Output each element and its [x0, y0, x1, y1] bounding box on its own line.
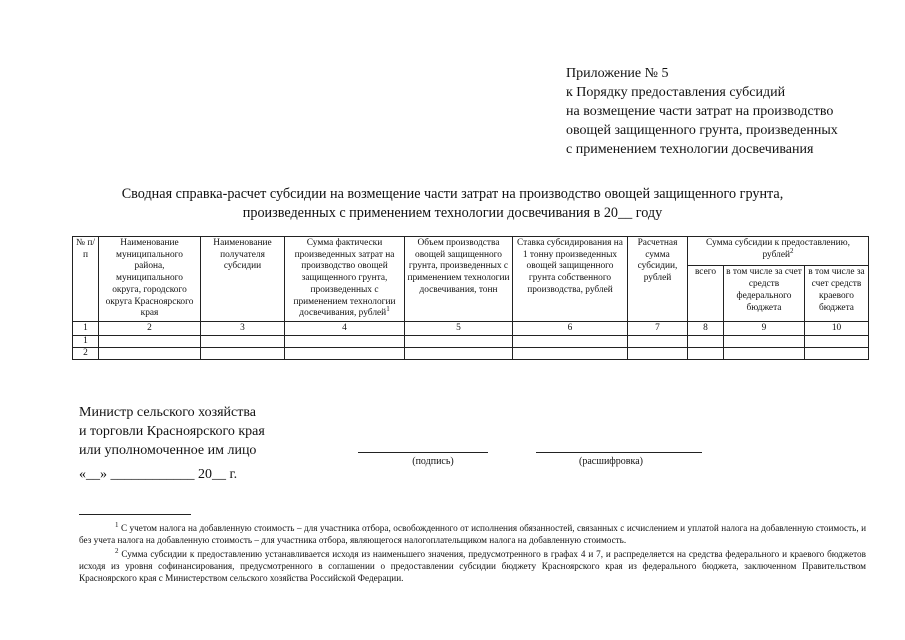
- table-cell: [285, 335, 405, 347]
- footnote-2-text: Сумма субсидии к предоставлению устанавливается исходя из наименьшего значения, предусмотренного в графах 4 и 7, и распределяется на средства федерального и краевого бюджетов исходя из уровня софинансирования, предусмотренного в соглашении о предоставлении субсидии бюджету Красноярского края из федерального бюджета, заключенном Правительством Красноярского края с Министерством сельского хозяйства Российской Федерации.: [79, 549, 866, 583]
- column-number: 7: [628, 321, 688, 335]
- footnote-ref-2: 2: [790, 246, 794, 255]
- subsidy-table: [72, 236, 869, 360]
- header-rate: Ставка субсидирования на 1 тонну произведенных овощей защищенного грунта собственного производства, рублей: [513, 237, 628, 322]
- table-cell: [201, 347, 285, 359]
- column-number: 10: [805, 321, 869, 335]
- table-row: [73, 335, 869, 347]
- table-cell: [405, 335, 513, 347]
- header-row: [73, 237, 869, 266]
- table-cell: [99, 335, 201, 347]
- title-line-2: произведенных с применением технологии досвечивания в 20__ году: [242, 205, 663, 221]
- table-cell: [724, 347, 805, 359]
- column-number: 6: [513, 321, 628, 335]
- header-num: № п/п: [73, 237, 99, 322]
- row-number: 2: [73, 347, 99, 359]
- header-recipient: Наименование получателя субсидии: [201, 237, 285, 322]
- appendix-line: овощей защищенного грунта, произведенных: [566, 123, 838, 138]
- column-number: 5: [405, 321, 513, 335]
- column-number: 2: [99, 321, 201, 335]
- table-cell: [628, 335, 688, 347]
- column-number: 1: [73, 321, 99, 335]
- column-number: 8: [688, 321, 724, 335]
- date-line: «__» ____________ 20__ г.: [79, 467, 238, 482]
- decode-caption: (расшифровка): [579, 456, 643, 467]
- header-volume: Объем производства овощей защищенного грунта, произведенных с применением технологии досвечивания, тонн: [405, 237, 513, 322]
- signature-caption: (подпись): [412, 456, 454, 467]
- header-costs: [285, 237, 405, 322]
- table-cell: [513, 347, 628, 359]
- footnote-1-text: С учетом налога на добавленную стоимость – для участника отбора, освобожденного от исполнения обязанностей, связанных с исчислением и уплатой налога на добавленную стоимость, и без учета налога на добавленную стоимость – для участника отбора, являющегося налогоплательщиком налога на добавленную стоимость.: [79, 523, 867, 545]
- title-line-1: Сводная справка-расчет субсидии на возмещение части затрат на производство овощей защищенного грунта,: [121, 186, 784, 202]
- column-numbers-row: [73, 321, 869, 335]
- footnote-ref-1: 1: [386, 305, 390, 314]
- appendix-line: к Порядку предоставления субсидий: [566, 85, 786, 100]
- column-number: 3: [201, 321, 285, 335]
- row-number: 1: [73, 335, 99, 347]
- footnote-mark-2: 2: [115, 546, 119, 555]
- decode-line: [536, 452, 702, 453]
- header-total: всего: [688, 266, 724, 322]
- column-number: 9: [724, 321, 805, 335]
- document-title: [40, 185, 865, 223]
- signatory-line: или уполномоченное им лицо: [79, 443, 257, 458]
- table-cell: [805, 347, 869, 359]
- table-row: [73, 347, 869, 359]
- header-district: Наименование муниципального района, муниципального округа, городского округа Красноярского края: [99, 237, 201, 322]
- signature-line: [358, 452, 488, 453]
- header-subsidy-group: [688, 237, 869, 266]
- signatory-block: [79, 403, 265, 460]
- table-cell: [99, 347, 201, 359]
- header-subsidy-group-text: Сумма субсидии к предоставлению, рублей: [706, 238, 850, 260]
- footnote-2: [79, 548, 866, 584]
- table-cell: [628, 347, 688, 359]
- header-calc: Расчетная сумма субсидии, рублей: [628, 237, 688, 322]
- table-cell: [724, 335, 805, 347]
- table-cell: [688, 335, 724, 347]
- header-costs-text: Сумма фактически произведенных затрат на производство овощей защищенного грунта, произведенных с применением технологии досвечивания, рублей: [293, 238, 396, 319]
- appendix-line: Приложение № 5: [566, 66, 669, 81]
- table-cell: [688, 347, 724, 359]
- column-number: 4: [285, 321, 405, 335]
- table-cell: [285, 347, 405, 359]
- header-federal: в том числе за счет средств федерального бюджета: [724, 266, 805, 322]
- table-cell: [805, 335, 869, 347]
- table-cell: [513, 335, 628, 347]
- table-cell: [201, 335, 285, 347]
- signatory-line: Министр сельского хозяйства: [79, 405, 256, 420]
- table-cell: [405, 347, 513, 359]
- appendix-line: на возмещение части затрат на производство: [566, 104, 834, 119]
- footnote-1: [79, 522, 866, 546]
- appendix-block: [566, 64, 838, 159]
- header-regional: в том числе за счет средств краевого бюджета: [805, 266, 869, 322]
- appendix-line: с применением технологии досвечивания: [566, 142, 814, 157]
- footnote-mark-1: 1: [115, 520, 119, 529]
- signatory-line: и торговли Красноярского края: [79, 424, 265, 439]
- footnote-separator: [79, 514, 191, 515]
